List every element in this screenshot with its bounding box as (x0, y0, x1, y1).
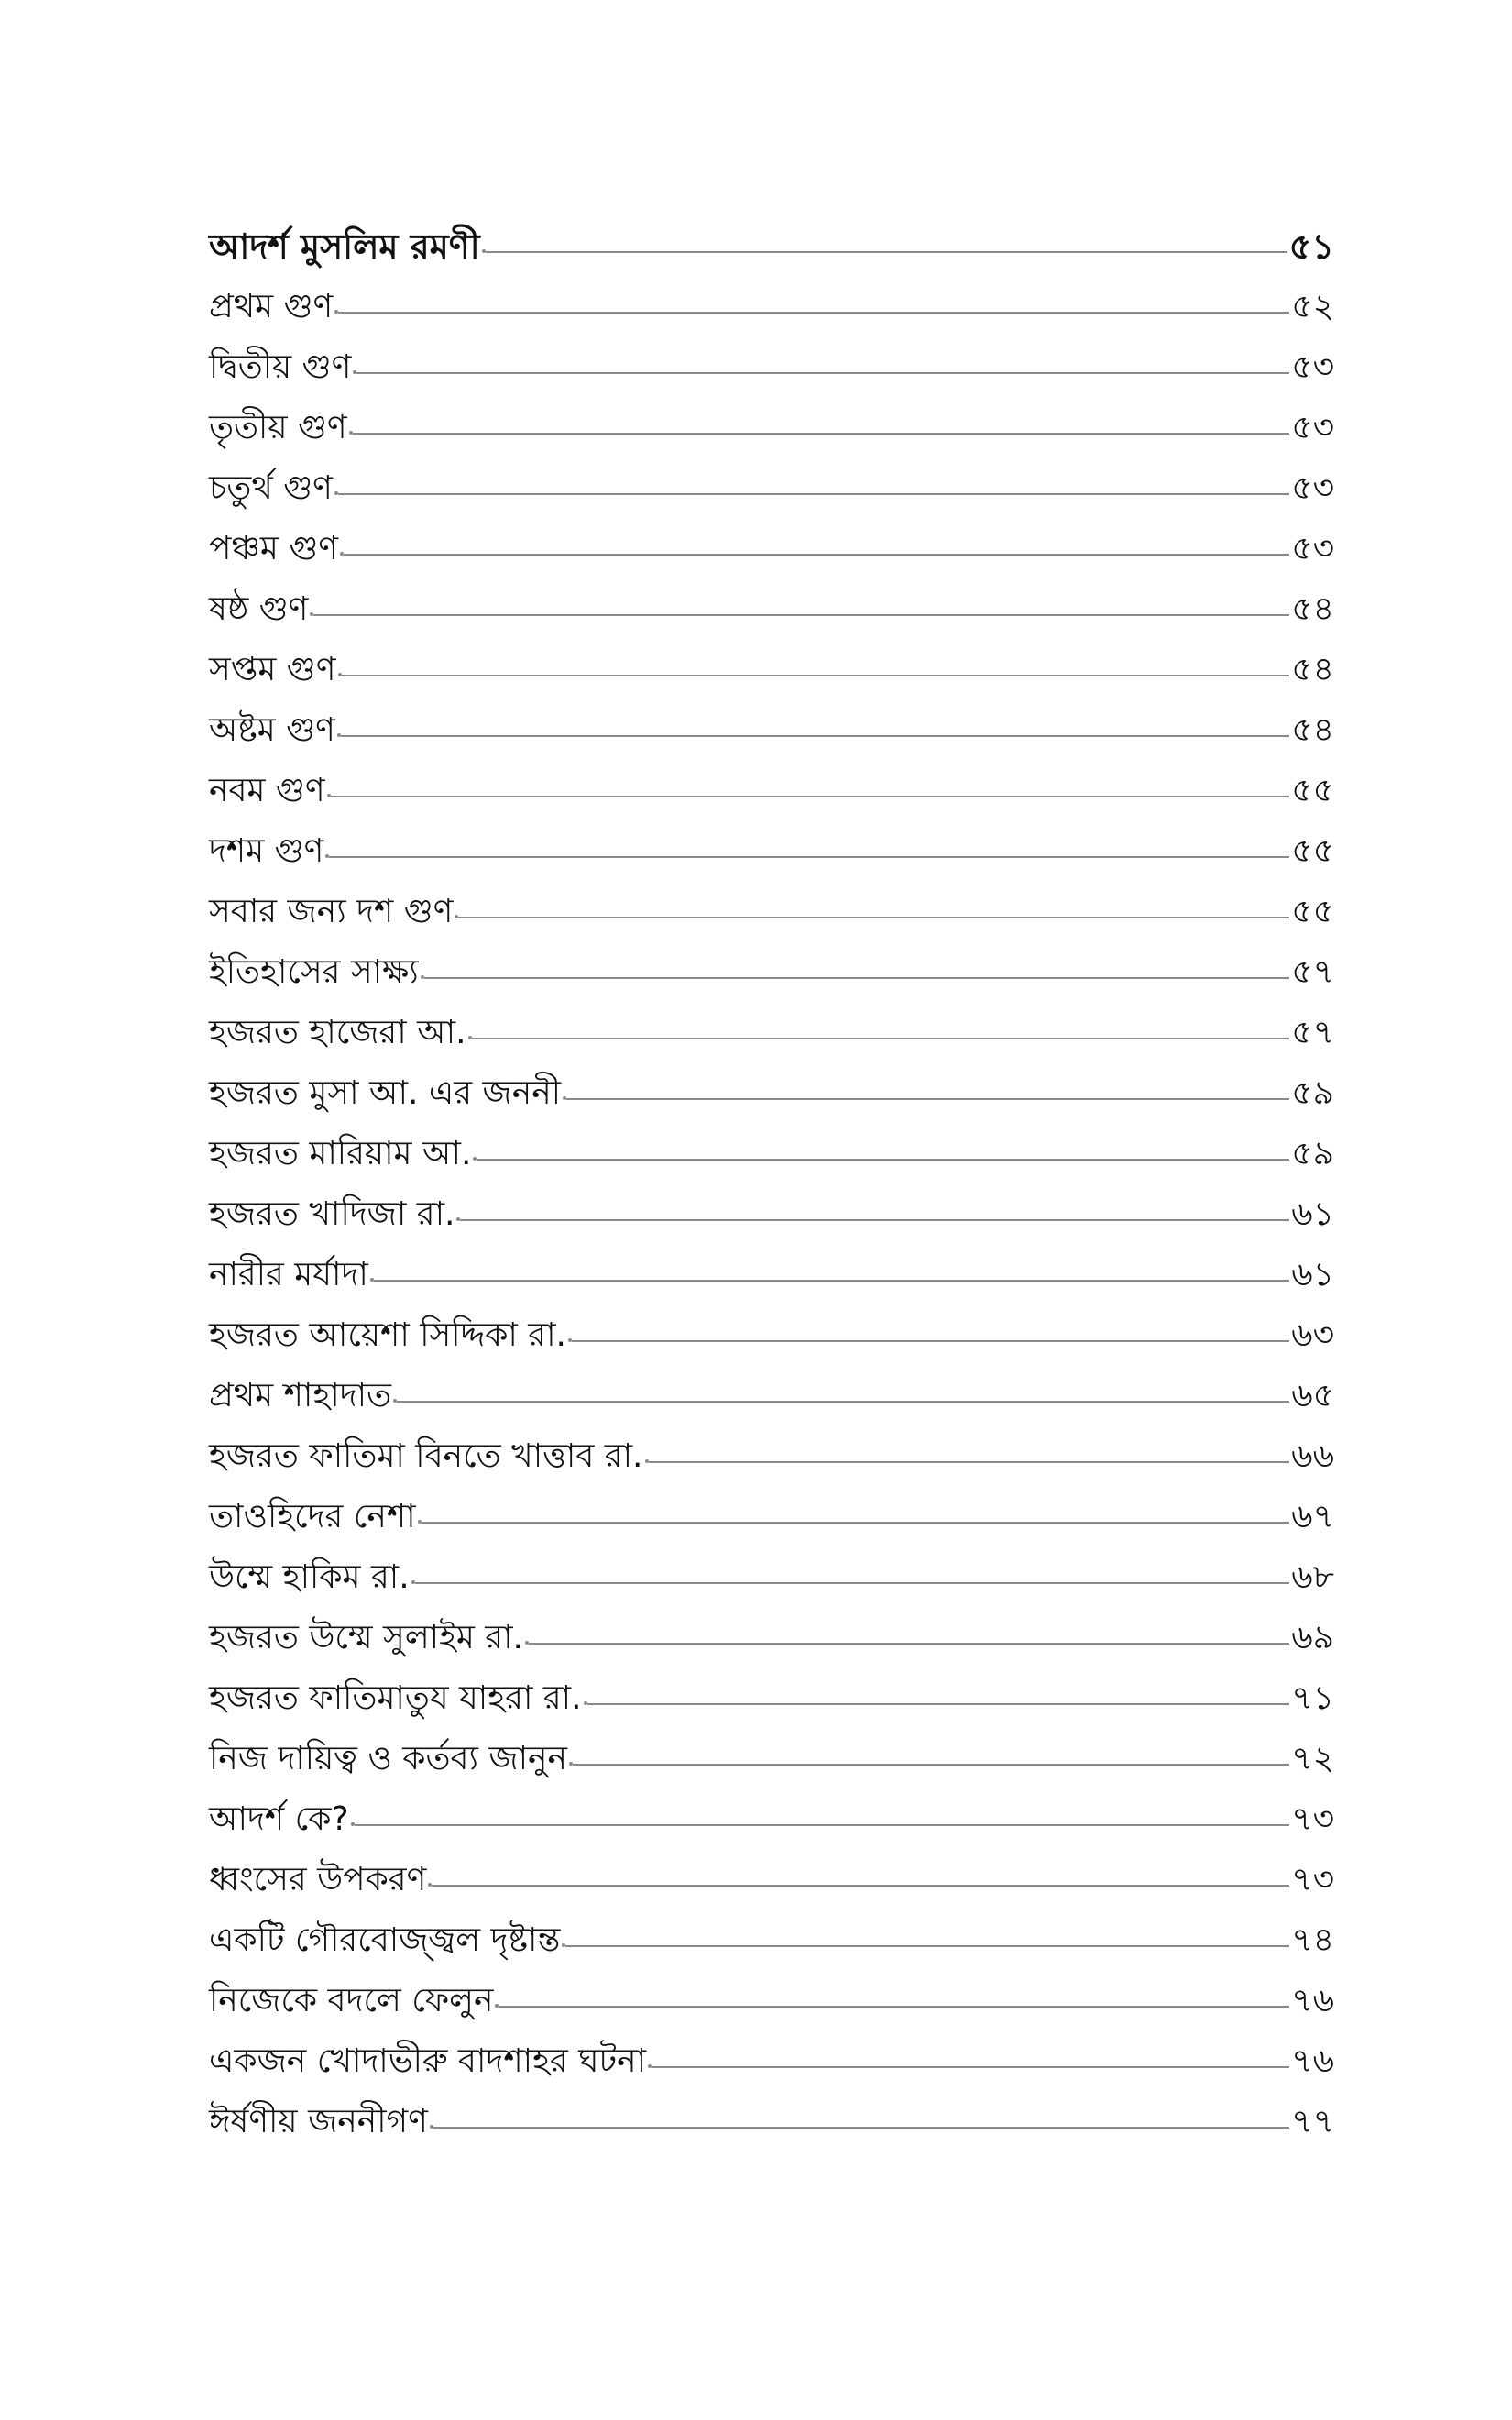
toc-entry-title: একটি গৌরবোজ্জ্বল দৃষ্টান্ত (209, 1921, 561, 1959)
toc-page-number: ৫১ (1288, 226, 1334, 267)
toc-page-number: ৫৩ (1291, 530, 1334, 567)
toc-page-number: ৬৯ (1291, 1619, 1334, 1656)
toc-heading-row (209, 216, 1334, 277)
toc-entry-title: আদর্শ মুসলিম রমণী (209, 226, 480, 267)
toc-row (209, 821, 1334, 882)
toc-row (209, 1850, 1334, 1910)
toc-leader-line (458, 917, 1289, 918)
toc-entry-title: সবার জন্য দশ গুণ (209, 893, 454, 930)
toc-page-number: ৬৫ (1291, 1377, 1334, 1414)
toc-entry-title: নারীর মর্যাদা (209, 1256, 368, 1293)
toc-row (209, 1426, 1334, 1487)
toc-row (209, 942, 1334, 1003)
toc-row (209, 398, 1334, 458)
toc-entry-title: ধ্বংসের উপকরণ (209, 1861, 427, 1898)
toc-entry-title: তাওহিদের নেশা (209, 1498, 416, 1535)
toc-page-number: ৫৭ (1291, 1014, 1334, 1051)
toc-page-number: ৫২ (1291, 288, 1334, 325)
toc-entry-title: হজরত হাজেরা আ. (209, 1014, 466, 1051)
toc-entry-title: প্রথম শাহাদাত (209, 1377, 392, 1414)
toc-entry-title: হজরত আয়েশা সিদ্দিকা রা. (209, 1316, 566, 1354)
toc-leader-line (424, 977, 1290, 979)
toc-page-number: ৫৯ (1291, 1135, 1334, 1172)
toc-entry-title: অষ্টম গুণ (209, 711, 335, 749)
toc-entry-title: হজরত মারিয়াম আ. (209, 1135, 472, 1172)
toc-row (209, 761, 1334, 821)
toc-entry-title: নিজ দায়িত্ব ও কর্তব্য জানুন (209, 1740, 568, 1777)
toc-entry-title: চতুর্থ গুণ (209, 469, 333, 507)
toc-leader-line (329, 856, 1289, 858)
toc-leader-line (573, 1764, 1289, 1766)
toc-page-number: ৭৩ (1291, 1861, 1334, 1898)
toc-row (209, 2092, 1334, 2152)
toc-row (209, 1668, 1334, 1729)
toc-entry-title: হজরত খাদিজা রা. (209, 1195, 455, 1233)
toc-entry-title: নিজেকে বদলে ফেলুন (209, 1982, 494, 2019)
toc-page-number: ৫৫ (1291, 893, 1334, 930)
toc-entry-title: সপ্তম গুণ (209, 651, 336, 688)
toc-page-number: ৬১ (1291, 1195, 1334, 1233)
toc-leader-line (432, 1885, 1289, 1886)
toc-row (209, 519, 1334, 579)
toc-page-number: ৫৩ (1291, 409, 1334, 446)
toc-entry-title: পঞ্চম গুণ (209, 530, 339, 567)
toc-entry-title: হজরত মুসা আ. এর জননী (209, 1074, 562, 1112)
toc-leader-line (344, 554, 1289, 556)
toc-entry-title: ঈর্ষণীয় জননীগণ (209, 2103, 428, 2140)
toc-entry-title: তৃতীয় গুণ (209, 409, 347, 446)
toc-entry-title: ইতিহাসের সাক্ষ্য (209, 953, 419, 991)
toc-leader-line (331, 796, 1290, 798)
toc-leader-line (652, 2066, 1289, 2068)
toc-leader-line (566, 1098, 1289, 1100)
toc-row (209, 1305, 1334, 1366)
toc-leader-line (353, 433, 1290, 434)
toc-leader-line (356, 372, 1289, 374)
toc-page-number: ৫৩ (1291, 469, 1334, 507)
toc-row (209, 640, 1334, 700)
toc-entry-title: একজন খোদাভীরু বাদশাহর ঘটনা (209, 2042, 647, 2080)
toc-entry-title: উম্মে হাকিম রা. (209, 1558, 410, 1596)
toc-page-number: ৭২ (1291, 1740, 1334, 1777)
toc-page-number: ৭৩ (1291, 1800, 1334, 1838)
toc-row (209, 1547, 1334, 1608)
toc-page-number: ৭৬ (1291, 2042, 1334, 2080)
toc-row (209, 1971, 1334, 2031)
toc-entry-title: হজরত ফাতিমা বিনতে খাত্তাব রা. (209, 1437, 643, 1475)
toc-leader-line (355, 1824, 1290, 1826)
toc-page-number: ৫৯ (1291, 1074, 1334, 1112)
toc-page-number: ৫৪ (1291, 711, 1334, 749)
toc-row (209, 882, 1334, 942)
toc-entry-title: হজরত উম্মে সুলাইম রা. (209, 1619, 523, 1656)
toc-leader-line (422, 1522, 1290, 1524)
toc-leader-line (486, 251, 1287, 253)
toc-leader-line (338, 493, 1289, 495)
toc-row (209, 579, 1334, 640)
toc-entry-title: হজরত ফাতিমাতুয যাহরা রা. (209, 1679, 582, 1717)
toc-row (209, 1789, 1334, 1850)
toc-entry-title: প্রথম গুণ (209, 288, 334, 325)
toc-page-number: ৬৮ (1291, 1558, 1334, 1596)
toc-entry-title: দশম গুণ (209, 832, 324, 870)
toc-leader-line (499, 2006, 1289, 2008)
toc-row (209, 1003, 1334, 1063)
toc-row (209, 458, 1334, 519)
toc-entry-title: ষষ্ঠ গুণ (209, 590, 309, 628)
toc-page-number: ৬৩ (1291, 1316, 1334, 1354)
toc-entry-title: নবম গুণ (209, 772, 325, 809)
toc-row (209, 1245, 1334, 1305)
toc-row (209, 1608, 1334, 1668)
toc-leader-line (529, 1643, 1289, 1644)
toc-page-number: ৫৭ (1291, 953, 1334, 991)
toc-leader-line (477, 1159, 1289, 1160)
toc-entry-title: আদর্শ কে? (209, 1800, 349, 1838)
toc-leader-line (433, 2127, 1289, 2128)
toc-page-number: ৭৬ (1291, 1982, 1334, 2019)
toc-leader-line (313, 614, 1289, 616)
toc-leader-line (341, 735, 1289, 737)
toc-row (209, 277, 1334, 337)
toc-leader-line (587, 1703, 1290, 1705)
toc-row (209, 337, 1334, 398)
toc-page-number: ৬১ (1291, 1256, 1334, 1293)
toc-page-number: ৬৬ (1291, 1437, 1334, 1475)
toc-page-number: ৭৪ (1291, 1921, 1334, 1959)
toc-leader-line (572, 1340, 1289, 1342)
toc-page-number: ৫৩ (1291, 348, 1334, 386)
toc-row (209, 1063, 1334, 1124)
toc-leader-line (342, 675, 1290, 676)
toc-page-number: ৫৪ (1291, 651, 1334, 688)
toc-entry-title: দ্বিতীয় গুণ (209, 348, 352, 386)
toc-row (209, 1184, 1334, 1245)
toc-page-number: ৭৭ (1291, 2103, 1334, 2140)
toc-leader-line (649, 1461, 1290, 1463)
toc-leader-line (397, 1401, 1289, 1402)
toc-page-number: ৬৭ (1291, 1498, 1334, 1535)
toc-row (209, 1487, 1334, 1547)
toc-row (209, 1366, 1334, 1426)
table-of-contents (209, 216, 1334, 2152)
toc-row (209, 1910, 1334, 1971)
toc-leader-line (565, 1945, 1289, 1947)
toc-leader-line (338, 312, 1289, 314)
toc-page-number: ৫৫ (1291, 772, 1334, 809)
toc-page-number: ৫৪ (1291, 590, 1334, 628)
toc-page-number: ৫৫ (1291, 832, 1334, 870)
toc-row (209, 1729, 1334, 1789)
toc-leader-line (472, 1038, 1290, 1040)
toc-leader-line (374, 1280, 1289, 1282)
toc-leader-line (460, 1219, 1289, 1221)
toc-row (209, 1124, 1334, 1184)
toc-page-number: ৭১ (1291, 1679, 1334, 1717)
toc-leader-line (415, 1582, 1290, 1584)
toc-row (209, 700, 1334, 761)
toc-row (209, 2031, 1334, 2092)
